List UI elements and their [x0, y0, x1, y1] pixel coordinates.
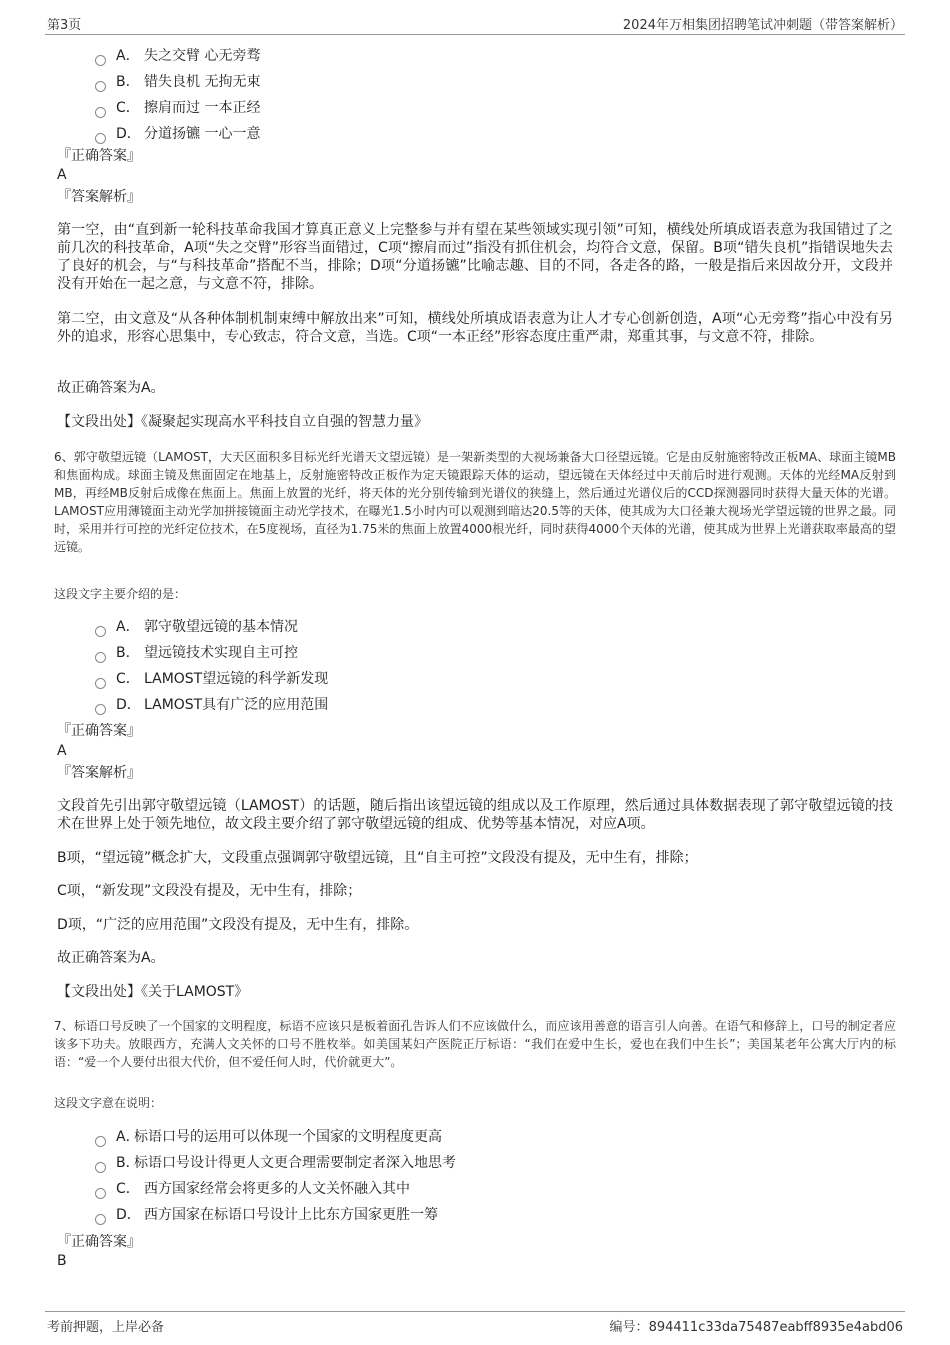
q6-prompt: 这段文字主要介绍的是：	[54, 587, 187, 601]
q5-analysis-label: 『答案解析』	[57, 189, 141, 205]
radio-icon[interactable]	[95, 1214, 106, 1225]
document-code: 编号：894411c33da75487eabff8935e4abd06	[609, 1320, 903, 1335]
q7-options	[95, 1124, 456, 1228]
q7-option-a[interactable]: A． 标语口号的运用可以体现一个国家的文明程度更高	[95, 1124, 456, 1150]
q5-option-a[interactable]: A． 失之交臂 心无旁骛	[95, 43, 260, 69]
q5-answer: A	[57, 167, 67, 183]
document-title: 2024年万相集团招聘笔试冲刺题（带答案解析）	[622, 18, 903, 33]
radio-icon[interactable]	[95, 55, 106, 66]
radio-icon[interactable]	[95, 1188, 106, 1199]
radio-icon[interactable]	[95, 1136, 106, 1147]
q6-analysis-p1: 文段首先引出郭守敬望远镜（LAMOST）的话题，随后指出该望远镜的组成以及工作原理，然后通过具体数据表现了郭守敬望远镜的技术在世界上处于领先地位，故文段主要介绍了郭守敬望远镜的组成、优势等基本情况，对应A项。	[57, 798, 893, 832]
radio-icon[interactable]	[95, 626, 106, 637]
q6-option-a[interactable]: A． 郭守敬望远镜的基本情况	[95, 614, 328, 640]
q5-option-b[interactable]: B． 错失良机 无拘无束	[95, 69, 260, 95]
radio-icon[interactable]	[95, 81, 106, 92]
q5-analysis-p2: 第二空，由文意及“从各种体制机制束缚中解放出来”可知，横线处所填成语表意为让人才专心创新创造，A项“心无旁骛”指心中没有另外的追求，形容心思集中，专心致志，符合文意，当选。C项“一本正经”形容态度庄重严肃，郑重其事，与文意不符，排除。	[57, 311, 893, 345]
radio-icon[interactable]	[95, 107, 106, 118]
q6-analysis-label: 『答案解析』	[57, 765, 141, 781]
q7-prompt: 这段文字意在说明：	[54, 1096, 163, 1110]
q6-analysis-conclusion: 故正确答案为A。	[57, 950, 165, 966]
q6-question: 6、郭守敬望远镜（LAMOST，大天区面积多目标光纤光谱天文望远镜）是一架新类型的大视场兼备大口径望远镜。它是由反射施密特改正板MA、球面主镜MB和焦面构成。球面主镜及焦面固定在地基上，反射施密特改正板作为定天镜跟踪天体的运动，望远镜在天体经过中天前后时进行观测。天体的光经MA反射到MB，再经MB反射后成像在焦面上。焦面上放置的光纤，将天体的光分别传输到光谱仪的狭缝上，然后通过光谱仪后的CCD探测器同时获得大量天体的光谱。LAMOST应用薄镜面主动光学加拼接镜面主动光学技术，在曝光1.5小时内可以观测到暗达20.5等的天体，使其成为大口径兼大视场光学望远镜的世界之最。同时，采用并行可控的光纤定位技术，在5度视场，直径为1.75米的焦面上放置4000根光纤，同时获得4000个天体的光谱，使其成为世界上光谱获取率最高的望远镜。	[54, 450, 896, 554]
q6-option-b[interactable]: B． 望远镜技术实现自主可控	[95, 640, 328, 666]
q5-option-d[interactable]: D． 分道扬镳 一心一意	[95, 121, 260, 147]
page-footer	[45, 1311, 905, 1336]
footer-slogan: 考前押题，上岸必备	[47, 1320, 165, 1335]
page-header	[45, 12, 905, 35]
q6-source: 【文段出处】《关于LAMOST》	[57, 984, 249, 1000]
q5-answer-label: 『正确答案』	[57, 148, 141, 164]
q6-analysis-p2: B项，“望远镜”概念扩大，文段重点强调郭守敬望远镜，且“自主可控”文段没有提及，无中生有，排除；	[57, 850, 698, 866]
q6-options	[95, 614, 328, 718]
q7-answer: B	[57, 1253, 67, 1269]
q6-option-d[interactable]: D． LAMOST具有广泛的应用范围	[95, 692, 328, 718]
q5-analysis-conclusion: 故正确答案为A。	[57, 380, 165, 396]
q6-analysis-p4: D项，“广泛的应用范围”文段没有提及，无中生有，排除。	[57, 917, 419, 933]
q7-option-c[interactable]: C． 西方国家经常会将更多的人文关怀融入其中	[95, 1176, 456, 1202]
q7-question: 7、标语口号反映了一个国家的文明程度，标语不应该只是板着面孔告诉人们不应该做什么，而应该用善意的语言引人向善。在语气和修辞上，口号的制定者应该多下功夫。放眼西方，充满人文关怀的口号不胜枚举。如美国某妇产医院正厅标语：“我们在爱中生长，爱也在我们中生长”；美国某老年公寓大厅内的标语：“爱一个人要付出很大代价，但不爱任何人时，代价就更大”。	[54, 1019, 896, 1069]
q5-options	[95, 43, 260, 147]
radio-icon[interactable]	[95, 652, 106, 663]
q6-analysis-p3: C项，“新发现”文段没有提及，无中生有，排除；	[57, 883, 362, 899]
q7-answer-label: 『正确答案』	[57, 1234, 141, 1250]
q5-analysis-p1: 第一空，由“直到新一轮科技革命我国才算真正意义上完整参与并有望在某些领域实现引领”可知，横线处所填成语表意为我国错过了之前几次的科技革命，A项“失之交臂”形容当面错过，C项“擦肩而过”指没有抓住机会，均符合文意，保留。B项“错失良机”指错误地失去了良好的机会，与“与科技革命”搭配不当，排除；D项“分道扬镳”比喻志趣、目的不同，各走各的路，一般是指后来因故分开，文段并没有开始在一起之意，与文意不符，排除。	[57, 222, 893, 292]
radio-icon[interactable]	[95, 678, 106, 689]
q6-answer-label: 『正确答案』	[57, 723, 141, 739]
q5-source: 【文段出处】《凝聚起实现高水平科技自立自强的智慧力量》	[57, 414, 428, 430]
q6-answer: A	[57, 743, 67, 759]
page-number: 第3页	[47, 18, 82, 33]
radio-icon[interactable]	[95, 1162, 106, 1173]
radio-icon[interactable]	[95, 133, 106, 144]
q7-option-b[interactable]: B． 标语口号设计得更人文更合理需要制定者深入地思考	[95, 1150, 456, 1176]
q6-option-c[interactable]: C． LAMOST望远镜的科学新发现	[95, 666, 328, 692]
q7-option-d[interactable]: D． 西方国家在标语口号设计上比东方国家更胜一筹	[95, 1202, 456, 1228]
radio-icon[interactable]	[95, 704, 106, 715]
q5-option-c[interactable]: C． 擦肩而过 一本正经	[95, 95, 260, 121]
